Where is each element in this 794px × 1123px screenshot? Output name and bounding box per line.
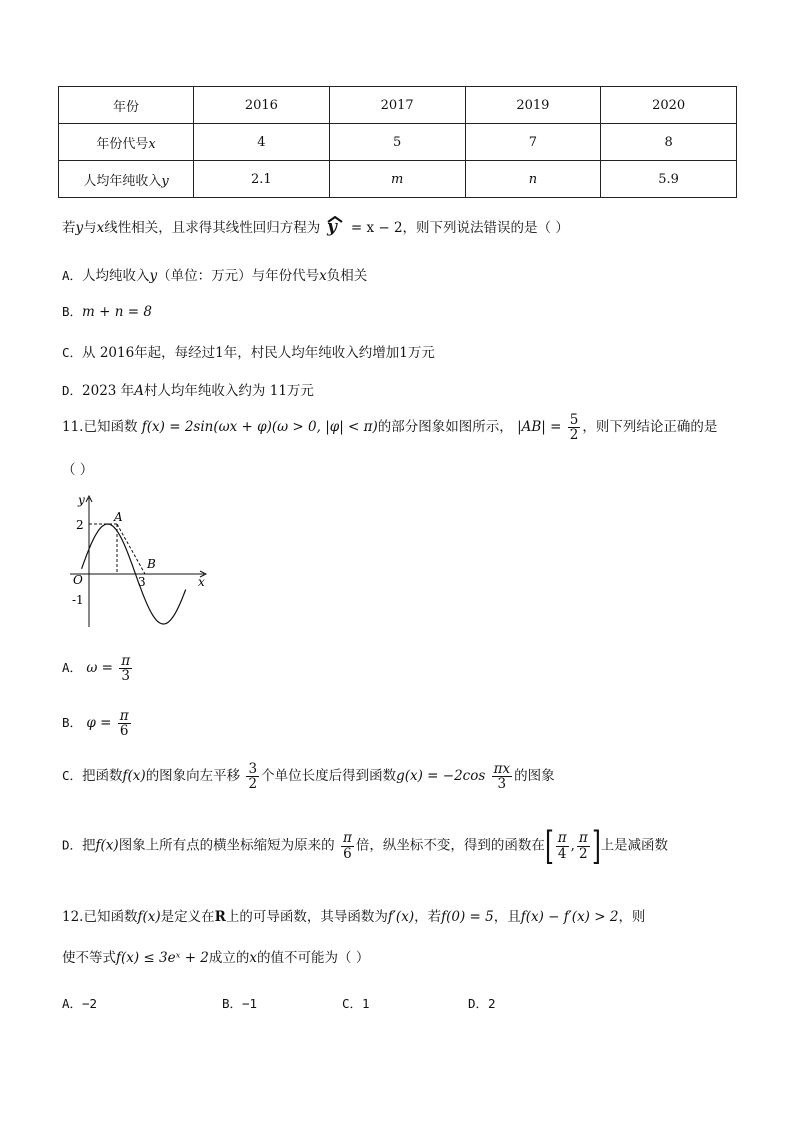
formula: g(x) = −2cos: [396, 768, 486, 785]
denominator: 3: [497, 776, 507, 793]
option-label: B．: [62, 715, 83, 731]
row-label: 年份代号: [96, 136, 149, 152]
table-cell: 2.1: [194, 161, 330, 198]
fraction: [118, 709, 131, 738]
q12-stem-line2: [62, 946, 369, 966]
formula: f(x) = 2sin(ωx + φ): [141, 419, 272, 436]
q12-option-c: C．1: [342, 996, 370, 1011]
tick-label-2: 2: [76, 518, 84, 532]
numerator: π: [119, 708, 129, 724]
option-label: C．: [62, 345, 83, 360]
formula: f′(x): [387, 909, 415, 925]
numerator: 5: [569, 412, 579, 428]
table-cell: 2016: [194, 87, 330, 124]
table-cell: [59, 161, 194, 198]
formula: f(0) = 5: [441, 909, 494, 925]
option-label: C．: [62, 768, 83, 784]
dashed-ab: [117, 524, 145, 574]
table-cell: 2019: [465, 87, 601, 124]
numerator: πx: [493, 761, 511, 777]
q11-option-a: [62, 654, 134, 683]
text: ，且: [493, 909, 521, 925]
formula: f(x) − f′(x) > 2: [520, 909, 619, 925]
table-cell: n: [465, 161, 601, 198]
var-x: x: [96, 220, 105, 236]
q11-stem: [62, 413, 717, 442]
var-y: y: [161, 173, 169, 189]
right-bracket: ]: [591, 824, 601, 868]
table-cell: 7: [465, 124, 601, 161]
text: ，则: [618, 909, 646, 925]
var-x: x: [319, 268, 327, 284]
table-cell: 年份: [59, 87, 194, 124]
text: 的部分图象如图所示，: [377, 419, 513, 436]
text: 负相关: [326, 268, 368, 284]
option-label: B．: [62, 304, 83, 319]
fraction: [341, 831, 354, 860]
table-row: [59, 124, 737, 161]
text: 图象上所有点的横坐标缩短为原来的: [118, 837, 335, 854]
text: 11.已知函数: [62, 419, 138, 436]
text: 若: [62, 220, 76, 236]
tick-label-3: 3: [138, 575, 146, 589]
table-row: [59, 161, 737, 198]
text: 2023 年: [82, 383, 135, 399]
text: 个单位长度后得到函数: [261, 768, 397, 785]
var-y: y: [149, 268, 158, 284]
table-cell: m: [329, 161, 465, 198]
table-cell: 5: [329, 124, 465, 161]
answer-paren: （ ）: [62, 462, 94, 478]
text: 把函数: [82, 768, 123, 785]
var-x: x: [249, 950, 258, 966]
formula: φ =: [86, 715, 112, 732]
text: 的值不可能为（ ）: [257, 950, 370, 966]
q12-option-d: D．2: [468, 996, 496, 1011]
q12-option-a: A．−2: [62, 996, 98, 1011]
var-y: y: [75, 220, 84, 236]
denominator: 2: [248, 776, 258, 793]
fraction: [492, 762, 513, 791]
y-hat-symbol: [325, 216, 347, 236]
table-cell: 8: [601, 124, 737, 161]
table-cell: 2020: [601, 87, 737, 124]
fraction: [119, 654, 132, 683]
q10-option-b: [62, 302, 152, 320]
table-cell: 5.9: [601, 161, 737, 198]
left-bracket: [: [544, 824, 554, 868]
fraction: [246, 762, 259, 791]
q11-option-d: D．把f(x)图象上所有点的横坐标缩短为原来的 $\frac{\pi}{6}$ 倍，纵坐标不变，得到的函数在[ $\frac{\pi}{4}$ , $\frac{\pi}{2}$ ]上是减函数: [62, 824, 669, 868]
var-x: x: [148, 136, 156, 152]
formula: f(x) ≤ 3eˣ + 2: [116, 950, 209, 966]
formula: f(x): [137, 909, 161, 925]
table-cell: [59, 124, 194, 161]
fraction: [577, 831, 590, 860]
denominator: 4: [557, 845, 567, 862]
text: 从 2016年起，每经过1年，村民人均年纯收入约增加1万元: [82, 345, 435, 361]
formula: |AB| =: [517, 419, 562, 436]
numerator: 3: [248, 761, 258, 777]
option-label: D．: [62, 837, 83, 853]
denominator: 2: [579, 845, 588, 862]
denominator: 2: [569, 427, 579, 444]
text: A: [134, 383, 144, 399]
text: m + n = 8: [82, 304, 152, 320]
real-set-symbol: R: [214, 909, 226, 925]
origin-label: O: [73, 573, 83, 587]
denominator: 3: [121, 668, 130, 685]
text: 村人均年纯收入约为 11万元: [143, 383, 314, 399]
text: 把: [82, 837, 96, 854]
text: 是定义在: [160, 909, 215, 925]
q12-option-b: B．−1: [222, 996, 258, 1011]
numerator: π: [578, 830, 588, 847]
text: 的图象向左平移: [145, 768, 241, 785]
formula: (ω > 0, |φ| < π): [271, 419, 378, 436]
formula: f(x): [95, 837, 119, 854]
sine-graph: [62, 492, 212, 632]
numerator: π: [342, 830, 352, 847]
table-cell: 4: [194, 124, 330, 161]
formula: ω =: [86, 660, 113, 677]
point-a-label: A: [114, 510, 123, 524]
row-label: 人均年纯收入: [83, 173, 162, 189]
q11-option-c: [62, 762, 555, 791]
x-axis-label: x: [198, 575, 205, 589]
data-table: [58, 86, 737, 198]
fraction: [556, 831, 569, 860]
text: ，则下列结论正确的是: [582, 419, 718, 436]
text: 倍，纵坐标不变，得到的函数在: [355, 837, 545, 854]
q10-stem: [62, 216, 569, 236]
formula: f(x): [122, 768, 146, 785]
q12-stem-line1: [62, 905, 645, 925]
option-label: A．: [62, 660, 83, 676]
denominator: 6: [119, 723, 129, 740]
q10-option-d: [62, 379, 314, 399]
text: 12.已知函数: [62, 909, 138, 925]
numerator: π: [121, 653, 131, 669]
text: 上是减函数: [600, 837, 669, 854]
numerator: π: [557, 830, 567, 847]
table-cell: 2017: [329, 87, 465, 124]
q10-option-a: [62, 264, 367, 284]
text: = x − 2，则下列说法错误的是（ ）: [350, 220, 569, 236]
svg-text:y: y: [326, 217, 337, 236]
text: 人均纯收入: [82, 268, 150, 284]
q11-option-b: [62, 709, 133, 738]
tick-label-neg1: -1: [72, 593, 84, 607]
text: （单位：万元）与年份代号: [157, 268, 320, 284]
q10-option-c: [62, 341, 435, 361]
text: 线性相关，且求得其线性回归方程为: [104, 220, 321, 236]
text: 与: [83, 220, 97, 236]
y-axis-label: y: [78, 493, 85, 507]
text: ，若: [414, 909, 442, 925]
fraction: [568, 413, 581, 442]
text: 的图象: [514, 768, 555, 785]
text: 成立的: [208, 950, 250, 966]
table-row: [59, 87, 737, 124]
option-label: D．: [62, 383, 83, 398]
option-label: A．: [62, 268, 83, 283]
point-b-label: B: [147, 557, 156, 571]
text: 使不等式: [62, 950, 116, 966]
denominator: 6: [343, 845, 352, 862]
text: 上的可导函数，其导函数为: [225, 909, 388, 925]
